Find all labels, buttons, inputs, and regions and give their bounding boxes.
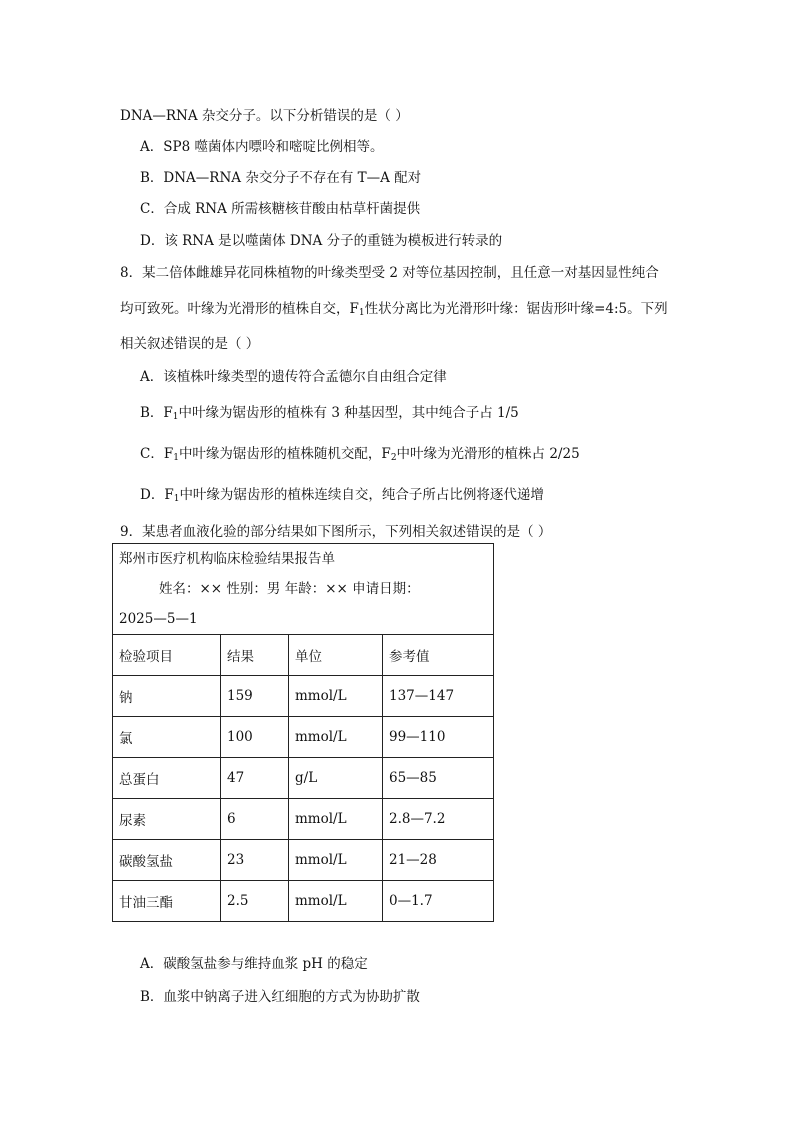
cell-result: 100 <box>221 717 289 758</box>
q7-option-b: B．DNA—RNA 杂交分子不存在有 T—A 配对 <box>140 170 422 186</box>
column-header: 结果 <box>221 635 289 676</box>
cell-unit: g/L <box>289 758 383 799</box>
cell-result: 159 <box>221 676 289 717</box>
report-header-row <box>113 544 494 635</box>
report-patient-info: 姓名：×× 性别：男 年龄：×× 申请日期： <box>159 581 420 597</box>
cell-unit: mmol/L <box>289 840 383 881</box>
q8-stem-line3: 相关叙述错误的是（ ） <box>120 336 260 352</box>
cell-reference: 2.8—7.2 <box>383 799 494 840</box>
column-header: 参考值 <box>383 635 494 676</box>
table-row <box>113 676 494 717</box>
report-date: 2025—5—1 <box>119 611 198 627</box>
cell-result: 6 <box>221 799 289 840</box>
lab-report-table <box>112 543 494 922</box>
report-title: 郑州市医疗机构临床检验结果报告单 <box>119 551 335 567</box>
cell-reference: 99—110 <box>383 717 494 758</box>
q8-option-a: A．该植株叶缘类型的遗传符合孟德尔自由组合定律 <box>140 369 447 385</box>
q7-option-c: C．合成 RNA 所需核糖核苷酸由枯草杆菌提供 <box>140 201 421 217</box>
cell-reference: 65—85 <box>383 758 494 799</box>
cell-result: 23 <box>221 840 289 881</box>
q8-option-b: B．$F_1$中叶缘为锯齿形的植株有 3 种基因型，其中纯合子占 1/5 <box>140 405 519 422</box>
table-row <box>113 717 494 758</box>
table-header-row <box>113 635 494 676</box>
table-row <box>113 840 494 881</box>
cell-result: 2.5 <box>221 881 289 922</box>
cell-unit: mmol/L <box>289 676 383 717</box>
q9-option-b: B．血浆中钠离子进入红细胞的方式为协助扩散 <box>140 989 420 1005</box>
q7-stem-tail: DNA—RNA 杂交分子。以下分析错误的是（ ） <box>120 108 409 124</box>
cell-unit: mmol/L <box>289 717 383 758</box>
q8-option-c: C．$F_1$中叶缘为锯齿形的植株随机交配，$F_2$中叶缘为光滑形的植株占 2/25 <box>140 446 580 463</box>
cell-item: 总蛋白 <box>113 758 221 799</box>
q8-stem-line2: 均可致死。叶缘为光滑形的植株自交，$F_1$性状分离比为光滑形叶缘：锯齿形叶缘=4:5。下列 <box>120 301 668 318</box>
column-header: 单位 <box>289 635 383 676</box>
q8-option-d: D．$F_1$中叶缘为锯齿形的植株连续自交，纯合子所占比例将逐代递增 <box>140 487 544 504</box>
table-row <box>113 881 494 922</box>
table-row <box>113 799 494 840</box>
cell-item: 钠 <box>113 676 221 717</box>
cell-unit: mmol/L <box>289 799 383 840</box>
cell-item: 尿素 <box>113 799 221 840</box>
q7-option-d: D．该 RNA 是以噬菌体 DNA 分子的重链为模板进行转录的 <box>140 233 503 249</box>
cell-reference: 0—1.7 <box>383 881 494 922</box>
cell-reference: 137—147 <box>383 676 494 717</box>
cell-item: 甘油三酯 <box>113 881 221 922</box>
q9-option-a: A．碳酸氢盐参与维持血浆 pH 的稳定 <box>140 956 368 972</box>
column-header: 检验项目 <box>113 635 221 676</box>
cell-item: 碳酸氢盐 <box>113 840 221 881</box>
table-row <box>113 758 494 799</box>
cell-result: 47 <box>221 758 289 799</box>
report-header-cell <box>113 544 494 635</box>
q8-stem-line1: 8．某二倍体雌雄异花同株植物的叶缘类型受 2 对等位基因控制，且任意一对基因显性纯合 <box>120 265 659 281</box>
cell-reference: 21—28 <box>383 840 494 881</box>
cell-unit: mmol/L <box>289 881 383 922</box>
cell-item: 氯 <box>113 717 221 758</box>
q7-option-a: A．SP8 噬菌体内嘌呤和嘧啶比例相等。 <box>140 139 384 155</box>
q9-stem: 9．某患者血液化验的部分结果如下图所示，下列相关叙述错误的是（ ） <box>120 524 552 540</box>
